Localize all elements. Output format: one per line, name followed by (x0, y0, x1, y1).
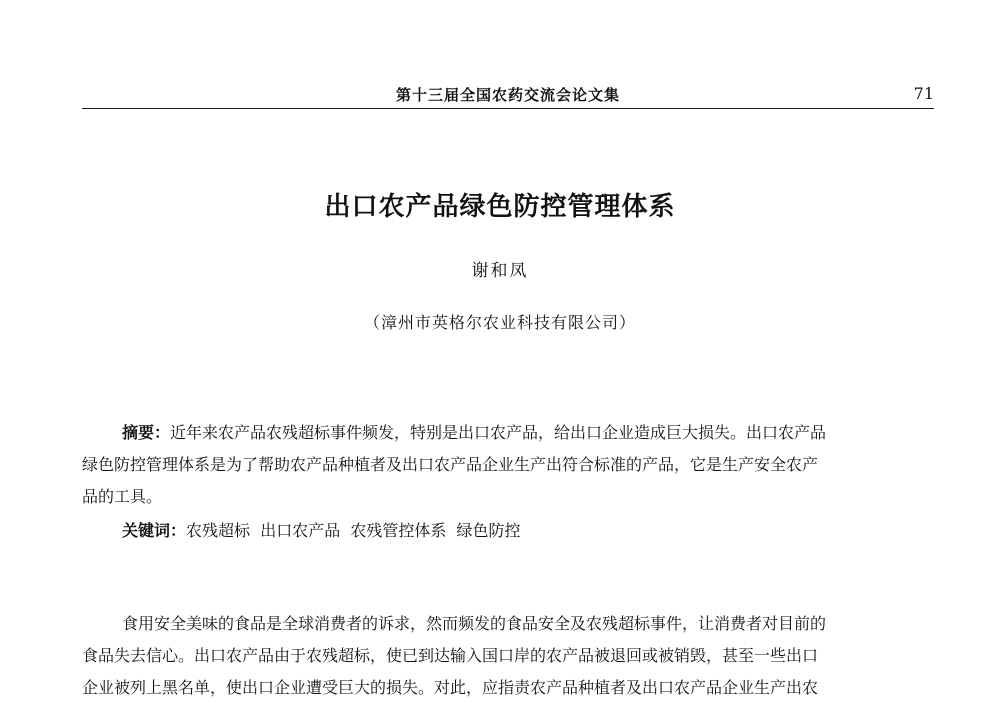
keywords-text: 农残超标 出口农产品 农残管控体系 绿色防控 (186, 521, 521, 540)
author-affiliation: （漳州市英格尔农业科技有限公司） (363, 313, 636, 332)
abstract-line (82, 417, 934, 449)
abstract (82, 417, 934, 513)
paper-title: 出口农产品绿色防控管理体系 (324, 192, 676, 222)
page-number: 71 (913, 84, 934, 103)
keywords (82, 515, 934, 547)
abstract-label: 摘要： (122, 423, 171, 442)
keywords-line (82, 515, 934, 547)
body-line: 企业被列上黑名单，使出口企业遭受巨大的损失。对此，应指责农产品种植者及出口农产品企业生产出农 (82, 678, 819, 697)
keywords-label: 关键词： (122, 521, 187, 540)
abstract-line: 绿色防控管理体系是为了帮助农产品种植者及出口农产品企业生产出符合标准的产品，它是生产安全农产 (82, 455, 819, 474)
body-text: 食用安全美味的食品是全球消费者的诉求，然而频发的食品安全及农残超标事件，让消费者对目前的 (122, 614, 827, 633)
running-header (82, 82, 934, 109)
author-name: 谢和凤 (471, 261, 529, 281)
body-line: 食品失去信心。出口农产品由于农残超标，使已到达输入国口岸的农产品被退回或被销毁，甚至一些出口 (82, 646, 819, 665)
abstract-text: 近年来农产品农残超标事件频发，特别是出口农产品，给出口企业造成巨大损失。出口农产品 (170, 423, 827, 442)
proceedings-title: 第十三届全国农药交流会论文集 (395, 86, 620, 104)
body-paragraph (82, 608, 934, 704)
abstract-line: 品的工具。 (82, 487, 163, 506)
body-line (82, 608, 934, 640)
